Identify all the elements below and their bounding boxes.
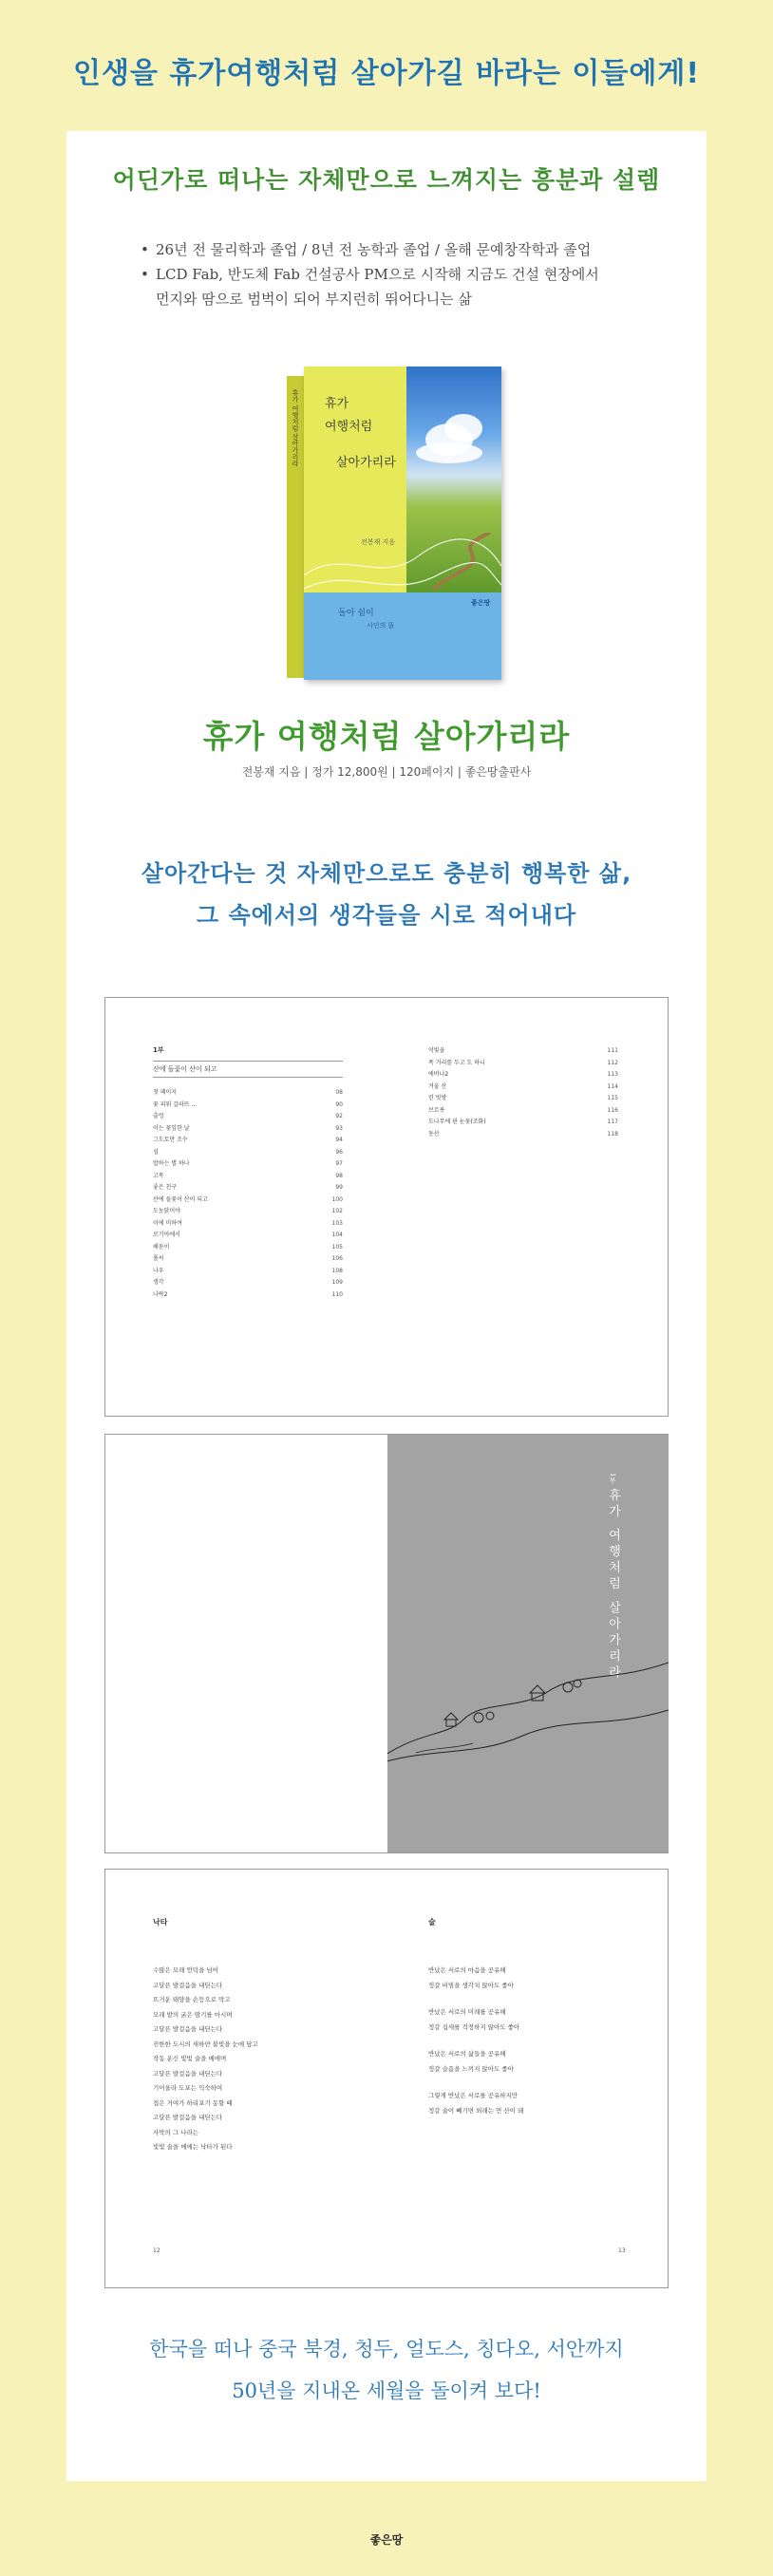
toc-entry-title: 밥하는 별 하나 (153, 1160, 190, 1167)
toc-entry-title: 섬 (153, 1148, 159, 1156)
toc-entry-title: 산에 들꽃이 산이 되고 (153, 1195, 208, 1203)
toc-row (153, 1182, 343, 1194)
slogan-line-2: 그 속에서의 생각들을 시로 적어내다 (196, 902, 577, 929)
cover-blue-band (304, 592, 501, 680)
toc-row (428, 1129, 618, 1141)
author-bullets (141, 237, 672, 311)
toc-row (153, 1100, 343, 1112)
toc-entry-title: 도나무에 핀 눈꽃(조화) (428, 1119, 486, 1125)
toc-entry-page: 118 (607, 1130, 618, 1138)
toc-entry-title: 이는 꽃잎한 날 (153, 1124, 190, 1132)
poem-line: 정갈 슬픔을 느끼지 않아도 좋아 (428, 2064, 514, 2073)
page-number-right: 13 (618, 2247, 626, 2254)
poem-line: 고달픈 발걸음을 내딛는다 (153, 2025, 223, 2033)
toc-row (153, 1123, 343, 1136)
toc-entry-page: 110 (331, 1290, 343, 1298)
toc-row (153, 1135, 343, 1147)
toc-entry-page: 92 (335, 1113, 343, 1119)
toc-row (153, 1289, 343, 1302)
cover-title-line-3: 살아가리라 (336, 456, 396, 470)
part-title: 휴가 여행처럼 살아가리라 (606, 1488, 620, 1682)
toc-row (153, 1158, 343, 1171)
poem-left-lines (153, 1964, 362, 2155)
toc-entry-title: 그도토만 조수 (153, 1137, 188, 1143)
toc-row (428, 1045, 618, 1058)
poem-line: 반났은 서로의 삶들을 공유해 (428, 2050, 506, 2058)
cover-author: 전봉재 지음 (361, 538, 396, 546)
toc-entry-title: 폴씨 (153, 1255, 164, 1262)
toc-entry-page: 112 (607, 1059, 618, 1066)
bullet-item: • 26년 전 물리학과 졸업 / 8년 전 농학과 졸업 / 올해 문예창작학과 졸업 (141, 237, 672, 262)
poem-line: 정갈 비빔을 생각치 않아도 좋아 (428, 1981, 514, 1989)
closing-line-2: 50년을 지내온 세월을 돌이켜 보다! (232, 2379, 541, 2402)
toc-row (153, 1087, 343, 1100)
poem-line: 기어올라 도포는 익숙하여 (153, 2084, 223, 2092)
toc-row (153, 1253, 343, 1266)
toc-entry-title: 꽃 피워 갈라뜨 … (153, 1100, 198, 1108)
toc-entry-title: 린 빗방 (428, 1095, 447, 1101)
toc-entry-page: 108 (331, 1267, 343, 1274)
toc-entry-title: 겨울 산 (428, 1082, 447, 1090)
toc-entry-page: 104 (331, 1232, 343, 1238)
toc-entry-title: 좋은 친구 (153, 1184, 178, 1191)
bullet-continuation: 먼지와 땀으로 범벅이 되어 부지런히 뛰어다니는 삶 (156, 291, 472, 308)
toc-entry-title: 출렁 (153, 1113, 164, 1119)
toc-spread (104, 997, 669, 1417)
toc-right-page (428, 1045, 618, 1140)
content-panel (66, 131, 707, 2481)
toc-row (428, 1069, 618, 1081)
cover-publisher: 좋은땅 (471, 599, 491, 607)
cover-band-line-2: 시인의 뜰 (367, 622, 395, 630)
toc-entry-title: 해돋이 (153, 1243, 170, 1250)
poem-left-title: 낙타 (153, 1918, 168, 1927)
poem-line: 진한한 도시의 새하얀 불빛을 눈에 담고 (153, 2040, 258, 2048)
toc-entry-title: 브르릇 (428, 1106, 445, 1114)
poem-line: 고달픈 발걸음을 내딛는다 (153, 2114, 223, 2121)
toc-entry-title: 도농닭이야 (153, 1208, 180, 1214)
book-meta: 전봉재 지음 | 정가 12,800원 | 120페이지 | 좋은땅출판사 (241, 765, 532, 779)
poem-line: 모래 밭의 굵은 땀기를 마시며 (153, 2010, 233, 2019)
poem-line: 작동 운신 빛빛 술을 메에며 (153, 2055, 227, 2062)
toc-entry-title: 동산 (428, 1130, 440, 1138)
toc-entry-title: 폭 거리를 두고 도 하니 (428, 1059, 485, 1066)
toc-entry-title: 나우 (153, 1267, 164, 1274)
toc-entry-page: 115 (607, 1095, 618, 1101)
toc-entry-page: 93 (335, 1124, 343, 1132)
toc-row (153, 1147, 343, 1159)
poem-line: 그렇게 반났은 서로를 공유하지만 (428, 2092, 518, 2099)
toc-left-page (153, 1045, 343, 1301)
toc-part-title: 산에 들꽃이 산이 되고 (153, 1061, 343, 1078)
toc-entry-page: 116 (607, 1106, 618, 1114)
poem-line: 반났은 서로의 마음을 공유해 (428, 1966, 506, 1974)
poem-right-lines (428, 1964, 637, 2118)
toc-entry-title: 생각 (153, 1279, 164, 1286)
toc-part-label: 1부 (153, 1046, 164, 1054)
toc-entry-title: 억빛을 (428, 1047, 445, 1054)
poem-right-page (428, 1917, 637, 2118)
toc-entry-title: 첫 페이지 (153, 1089, 178, 1096)
toc-row (153, 1230, 343, 1242)
poem-line (428, 2035, 637, 2047)
toc-entry-page: 114 (607, 1082, 618, 1090)
toc-row (153, 1171, 343, 1183)
part-title-page (387, 1435, 669, 1852)
poem-left-page (153, 1917, 362, 2155)
closing-line-1: 한국을 떠나 중국 북경, 청두, 얼도스, 칭다오, 서안까지 (149, 2338, 624, 2360)
toc-left-rows (153, 1087, 343, 1301)
toc-right-rows (428, 1045, 618, 1140)
part-label: 1부 (609, 1473, 616, 1484)
page-number-left: 12 (153, 2247, 160, 2254)
toc-row (428, 1105, 618, 1118)
poem-line: 수많은 모래 언덕을 넘어 (153, 1966, 218, 1974)
poem-line: 정갈 술이 빼기면 외래는 먼 산이 돼 (428, 2106, 524, 2115)
toc-entry-page: 105 (331, 1243, 343, 1250)
book-front-cover (304, 367, 501, 680)
poem-line: 고달픈 발걸음을 내딛는다 (153, 2069, 223, 2078)
publisher-logo: 좋은땅 (369, 2533, 404, 2547)
toc-entry-page: 103 (331, 1219, 343, 1227)
toc-entry-page: 102 (331, 1208, 343, 1214)
toc-row (428, 1093, 618, 1105)
toc-entry-title: 로기아에서 (153, 1232, 180, 1238)
toc-entry-page: 106 (331, 1255, 343, 1262)
book-spine (287, 376, 304, 678)
landscape-illustration (387, 1625, 669, 1767)
toc-entry-page: 99 (335, 1184, 343, 1191)
toc-row (153, 1218, 343, 1231)
poem-line: 사막의 그 나라는 (153, 2128, 199, 2136)
toc-entry-page: 111 (607, 1047, 618, 1054)
toc-row (428, 1117, 618, 1129)
toc-row (153, 1266, 343, 1278)
book-cover-image (287, 367, 501, 682)
bullet-dot-icon: • (141, 241, 149, 258)
toc-entry-page: 113 (607, 1071, 618, 1078)
intro-subtitle: 어딘가로 떠나는 자체만으로 느껴지는 흥분과 설렘 (112, 166, 661, 194)
poem-line: 고달픈 발걸음을 내딛는다 (153, 1981, 223, 1989)
poem-right-title: 술 (428, 1918, 436, 1927)
toc-row (153, 1194, 343, 1207)
poem-line: 빛빛 술을 메에는 낙타가 된다 (153, 2143, 233, 2151)
toc-entry-title: 나락2 (153, 1290, 168, 1298)
toc-entry-page: 109 (331, 1279, 343, 1286)
toc-row (153, 1277, 343, 1289)
slogan-line-1: 살아간다는 것 자체만으로도 충분히 행복한 삶, (141, 860, 632, 887)
poem-line (428, 2077, 637, 2089)
poem-line: 접은 거여가 하리포기 동할 때 (153, 2098, 233, 2107)
poem-spread (104, 1869, 669, 2288)
toc-row (153, 1242, 343, 1254)
toc-entry-page: 96 (335, 1148, 343, 1156)
toc-entry-title: 고목 (153, 1172, 164, 1179)
poem-line (428, 1993, 637, 2005)
toc-entry-page: 94 (335, 1137, 343, 1143)
toc-entry-page: 100 (331, 1195, 343, 1203)
poem-line: 뜨거운 태양을 손등으로 막고 (153, 1996, 231, 2003)
toc-entry-title: 에버나2 (428, 1071, 449, 1078)
toc-entry-page: 117 (607, 1119, 618, 1125)
poem-line: 반났은 서로의 미래를 공유해 (428, 2008, 506, 2016)
cover-title-line-2: 여행처럼 (325, 420, 373, 434)
cover-title-line-1: 휴가 (325, 397, 349, 411)
toc-row (153, 1111, 343, 1123)
toc-entry-page: 97 (335, 1160, 343, 1167)
toc-entry-title: 이에 미하여 (153, 1219, 182, 1227)
toc-entry-page: 08 (335, 1089, 343, 1096)
part-title-spread (104, 1434, 669, 1853)
cover-band-line-1: 돌아 쉼이 (338, 609, 374, 618)
bullet-dot-icon: • (141, 266, 149, 283)
toc-row (428, 1058, 618, 1070)
toc-entry-page: 90 (335, 1100, 343, 1108)
poem-line: 정갈 십세를 걱정하지 않아도 좋아 (428, 2022, 520, 2031)
spine-text: 휴가 여행처럼 살아가리라 (292, 389, 299, 467)
page-title: 인생을 휴가여행처럼 살아가길 바라는 이들에게! (72, 57, 701, 90)
toc-row (428, 1081, 618, 1094)
toc-entry-page: 98 (335, 1172, 343, 1179)
bullet-item: • LCD Fab, 반도체 Fab 건설공사 PM으로 시작해 지금도 건설 현장에서 (141, 262, 672, 287)
book-title: 휴가 여행처럼 살아가리라 (202, 718, 571, 755)
toc-row (153, 1206, 343, 1218)
